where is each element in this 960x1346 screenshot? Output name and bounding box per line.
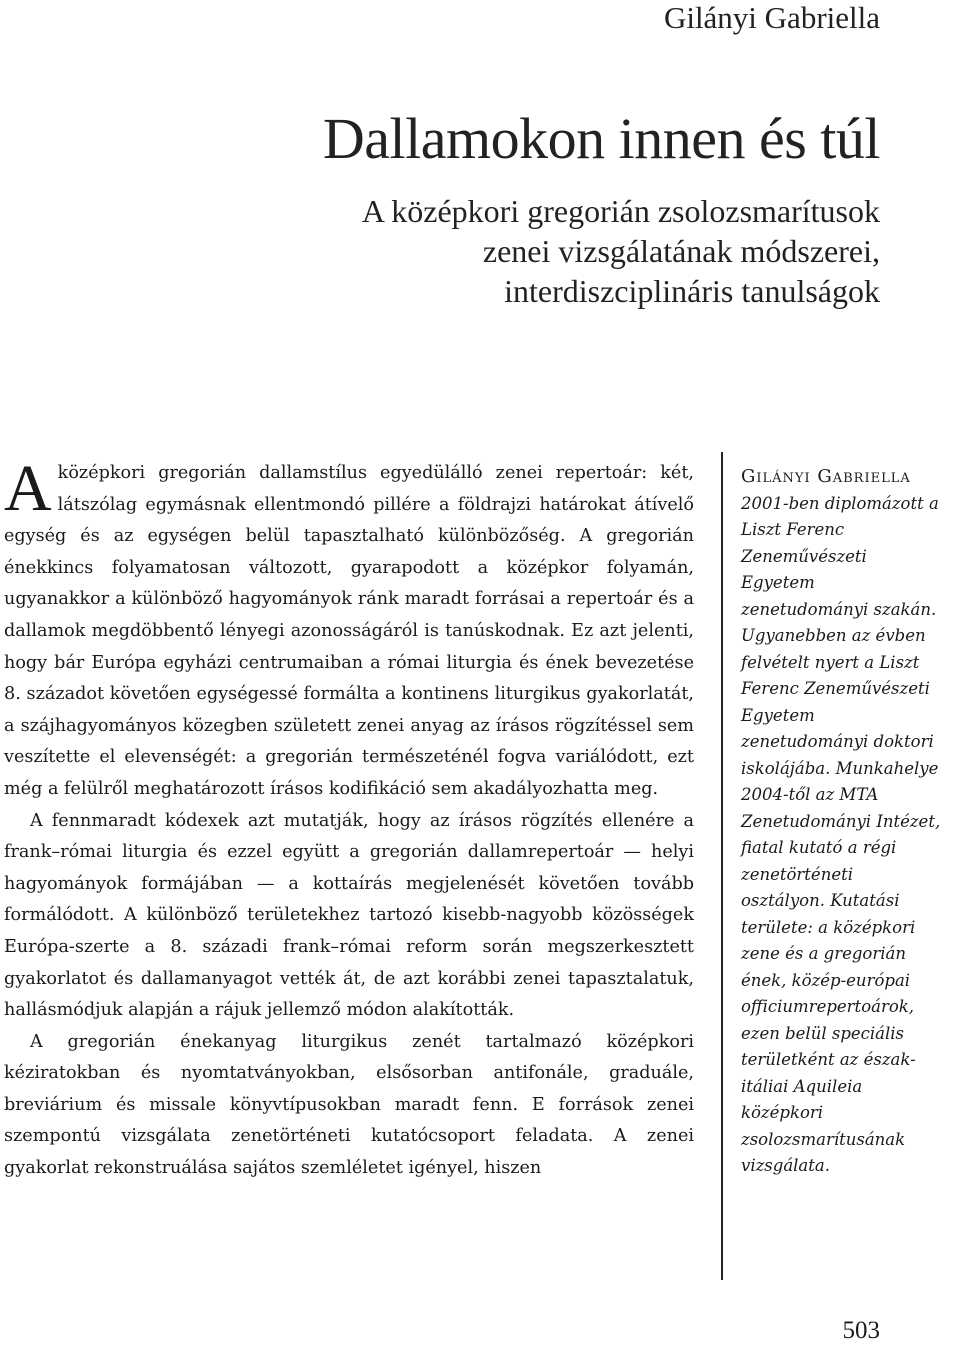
article-title: Dallamokon innen és túl: [322, 106, 880, 171]
paragraph: [4, 452, 694, 806]
author-bio: 2001-ben diplomázott a Liszt Ferenc Zeneművészeti Egyetem zenetudományi szakán. Ugyanebben az évben felvételt nyert a Liszt Ferenc Zeneművészeti Egyetem zenetudományi doktori iskolájába. Munkahelye 2004-től az MTA Zenetudományi Intézet, fiatal kutató a régi zenetörténeti osztályon. Kutatási területe: a középkori zene és a gregorián ének, közép-európai officiumrepertoárok, ezen belül speciális területként az észak-itáliai Aquileia középkori zsolozsmarítusának vizsgálata.: [741, 493, 941, 1175]
page-number: 503: [842, 1317, 880, 1344]
paragraph: A gregorián énekanyag liturgikus zenét tartalmazó középkori kéziratokban és nyomtatványokban, elsősorban antifonále, graduále, breviárium és missale könyvtípusokban maradt fenn. E források zenei szempontú vizsgálata zenetörténeti kutatócsoport feladata. A zenei gyakorlat rekonstruálása sajátos szemléletet igényel, hiszen: [4, 1031, 694, 1179]
subtitle-line: A középkori gregorián zsolozsmarítusok: [361, 193, 880, 229]
sidebar-author-name: Gilányi Gabriella: [741, 466, 911, 487]
column-divider: [721, 452, 723, 1280]
paragraph-text: középkori gregorián dallamstílus egyedülálló zenei repertoár: két, látszólag egymásnak ellentmondó pillére a földrajzi határokat átívelő egység és az egységen belül tapasztalható különbözőség. A gregorián énekkincs folyamatosan változott, gyarapodott a középkor folyamán, ugyanakkor a különböző hagyományok ránk maradt forrásai a repertoár és a dallamok megdöbbentő lényegi azonosságáról is tanúskodnak. Ez azt jelenti, hogy bár Európa egyházi centrumaiban a római liturgia és ének bevezetése 8. századot követően egységessé formálta a kontinens liturgikus gyakorlatát, a szájhagyományos közegben született zenei anyag az írásos rögzítéssel sem veszítette el elevenségét: a gregorián természeténél fogva variálódott, ezt még a felülről meghatározott írásos kodifikáció sem akadályozhatta meg.: [4, 463, 694, 799]
subtitle-line: interdiszciplináris tanulságok: [504, 273, 880, 309]
drop-cap: A: [4, 452, 52, 525]
article-body: [4, 452, 694, 1185]
paragraph: A fennmaradt kódexek azt mutatják, hogy az írásos rögzítés ellenére a frank–római liturgia és ezzel együtt a gregorián dallamrepertoár — helyi hagyományok formájában — a kottaírás megjelenését követően tovább formálódott. A különböző területekhez tartozó kisebb-nagyobb közösségek Európa-szerte a 8. századi frank–római reform során megszerkesztett gyakorlatot és dallamanyagot vették át, de azt korábbi zenei tapasztalatuk, hallásmódjuk alapján a rájuk jellemző módon alakították.: [4, 810, 694, 1021]
author-sidebar: [741, 464, 941, 1180]
subtitle-line: zenei vizsgálatának módszerei,: [482, 233, 880, 269]
article-subtitle: [323, 191, 880, 311]
author-header: Gilányi Gabriella: [663, 0, 880, 35]
title-block: [323, 105, 880, 311]
